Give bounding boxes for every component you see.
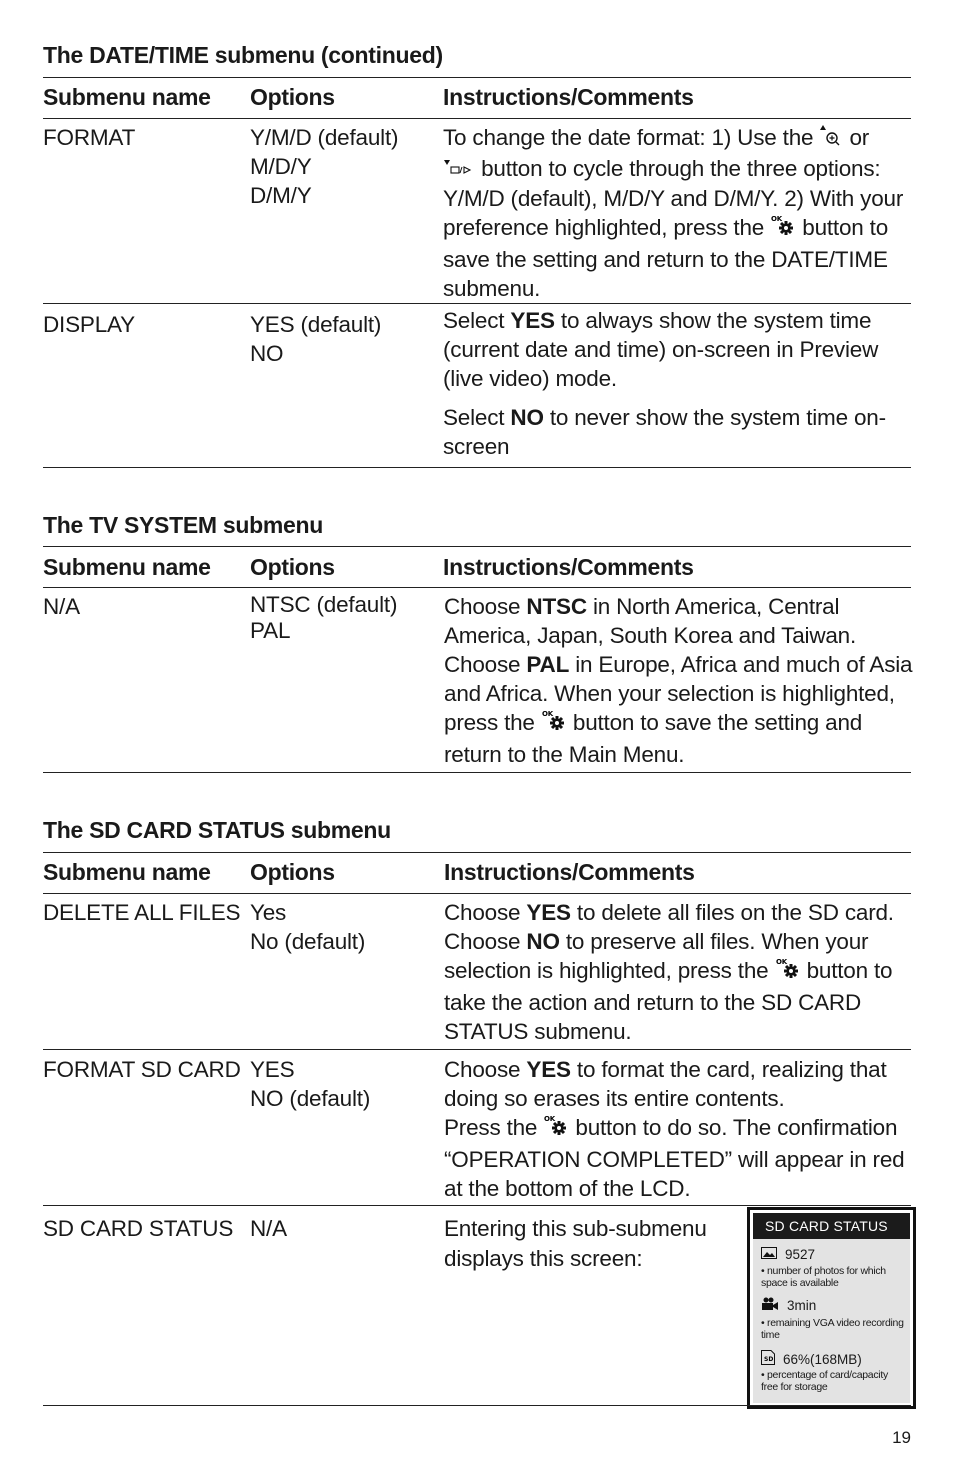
video-camera-icon bbox=[761, 1297, 779, 1314]
lcd-card-row bbox=[761, 1350, 862, 1368]
option: NTSC (default) bbox=[250, 592, 398, 617]
svg-text:OK: OK bbox=[541, 709, 553, 718]
divider bbox=[43, 772, 911, 773]
video-note: • remaining VGA video recording time bbox=[761, 1317, 904, 1341]
lcd-title: SD CARD STATUS bbox=[753, 1213, 910, 1239]
divider bbox=[43, 303, 911, 304]
divider bbox=[43, 1049, 911, 1050]
section-title: The SD CARD STATUS submenu bbox=[43, 817, 391, 843]
options-list bbox=[250, 310, 440, 368]
svg-text:OK: OK bbox=[775, 957, 787, 966]
header-comments: Instructions/Comments bbox=[444, 859, 695, 885]
divider bbox=[43, 893, 911, 894]
divider bbox=[43, 1405, 911, 1406]
svg-text:OK: OK bbox=[771, 214, 783, 223]
submenu-name: FORMAT bbox=[43, 125, 136, 150]
submenu-name: FORMAT SD CARD bbox=[43, 1057, 241, 1082]
header-options: Options bbox=[250, 859, 335, 885]
option: Y/M/D (default) bbox=[250, 125, 399, 150]
ok-gear-icon bbox=[543, 1114, 569, 1145]
submenu-name: SD CARD STATUS bbox=[43, 1216, 234, 1241]
header-comments: Instructions/Comments bbox=[443, 84, 694, 110]
option: M/D/Y bbox=[250, 154, 312, 179]
ok-gear-icon bbox=[775, 957, 801, 988]
ok-gear-icon bbox=[541, 709, 567, 740]
sd-card-icon bbox=[761, 1350, 775, 1368]
options-list bbox=[250, 1214, 440, 1243]
header-comments: Instructions/Comments bbox=[443, 554, 694, 580]
card-note: • percentage of card/capacity free for storage bbox=[761, 1369, 888, 1393]
option: N/A bbox=[250, 1216, 287, 1241]
comments: Entering this sub-submenu displays this screen: bbox=[444, 1216, 707, 1271]
divider bbox=[43, 546, 911, 547]
svg-text:OK: OK bbox=[544, 1114, 556, 1123]
divider bbox=[43, 77, 911, 78]
options-list bbox=[250, 898, 440, 956]
option: NO (default) bbox=[250, 1086, 371, 1111]
option: D/M/Y bbox=[250, 183, 312, 208]
ok-gear-icon bbox=[770, 214, 796, 245]
option: YES (default) bbox=[250, 312, 382, 337]
section-title: The TV SYSTEM submenu bbox=[43, 512, 323, 538]
divider bbox=[43, 118, 911, 119]
option: PAL bbox=[250, 618, 291, 643]
header-submenu-name: Submenu name bbox=[43, 554, 211, 580]
option: Yes bbox=[250, 900, 287, 925]
photo-icon bbox=[761, 1247, 777, 1262]
divider bbox=[43, 1205, 911, 1206]
comments: Choose YES to delete all files on the SD card. Choose NO to preserve all files. When your selection is highlighted, press the OK button to take the action and return to the SD CARD STATUS submenu. bbox=[444, 900, 894, 1044]
comments: To change the date format: 1) Use the or button to cycle through the three options: Y/M/D (default), M/D/Y and D/M/Y. 2) With your preference highlighted, press the OK button to save the setting and return to the DATE/TIME submenu. bbox=[443, 125, 904, 301]
section-title: The DATE/TIME submenu (continued) bbox=[43, 42, 443, 68]
submenu-name: N/A bbox=[43, 594, 80, 619]
comments: Choose YES to format the card, realizing that doing so erases its entire contents. Press the OK button to do so. The confirmation “OPERATION COMPLETED” will appear in red at the bottom of the LCD. bbox=[444, 1057, 905, 1201]
photos-value: 9527 bbox=[785, 1247, 816, 1263]
photos-note: • number of photos for which space is available bbox=[761, 1265, 886, 1289]
options-list bbox=[250, 123, 440, 210]
option: No (default) bbox=[250, 929, 366, 954]
lcd-photos-row bbox=[761, 1246, 815, 1262]
header-options: Options bbox=[250, 84, 335, 110]
lcd-video-row bbox=[761, 1297, 816, 1314]
header-submenu-name: Submenu name bbox=[43, 84, 211, 110]
divider bbox=[43, 467, 911, 468]
submenu-name: DISPLAY bbox=[43, 312, 135, 337]
header-options: Options bbox=[250, 554, 335, 580]
divider bbox=[43, 852, 911, 853]
lcd-screen bbox=[747, 1207, 916, 1409]
page-number: 19 bbox=[892, 1428, 911, 1447]
card-value: 66%(168MB) bbox=[783, 1351, 862, 1367]
divider bbox=[43, 587, 911, 588]
submenu-name: DELETE ALL FILES bbox=[43, 900, 241, 925]
header-submenu-name: Submenu name bbox=[43, 859, 211, 885]
options-list bbox=[250, 1055, 440, 1113]
down-playback-icon bbox=[443, 155, 475, 184]
option: NO bbox=[250, 341, 284, 366]
comments: Choose NTSC in North America, Central America, Japan, South Korea and Taiwan. Choose PAL in Europe, Africa and much of Asia and Africa. When your selection is highlighted, press the OK button to save the setting and return to the Main Menu. bbox=[444, 594, 913, 767]
comments: Select YES to always show the system time (current date and time) on-screen in Preview (live video) mode. Select NO to never show the system time on-screen bbox=[443, 308, 886, 459]
video-value: 3min bbox=[787, 1298, 817, 1314]
options-list bbox=[250, 592, 440, 644]
up-zoom-icon bbox=[819, 125, 843, 154]
svg-text:SD: SD bbox=[764, 1356, 774, 1363]
option: YES bbox=[250, 1057, 295, 1082]
lcd-inner bbox=[753, 1213, 910, 1403]
